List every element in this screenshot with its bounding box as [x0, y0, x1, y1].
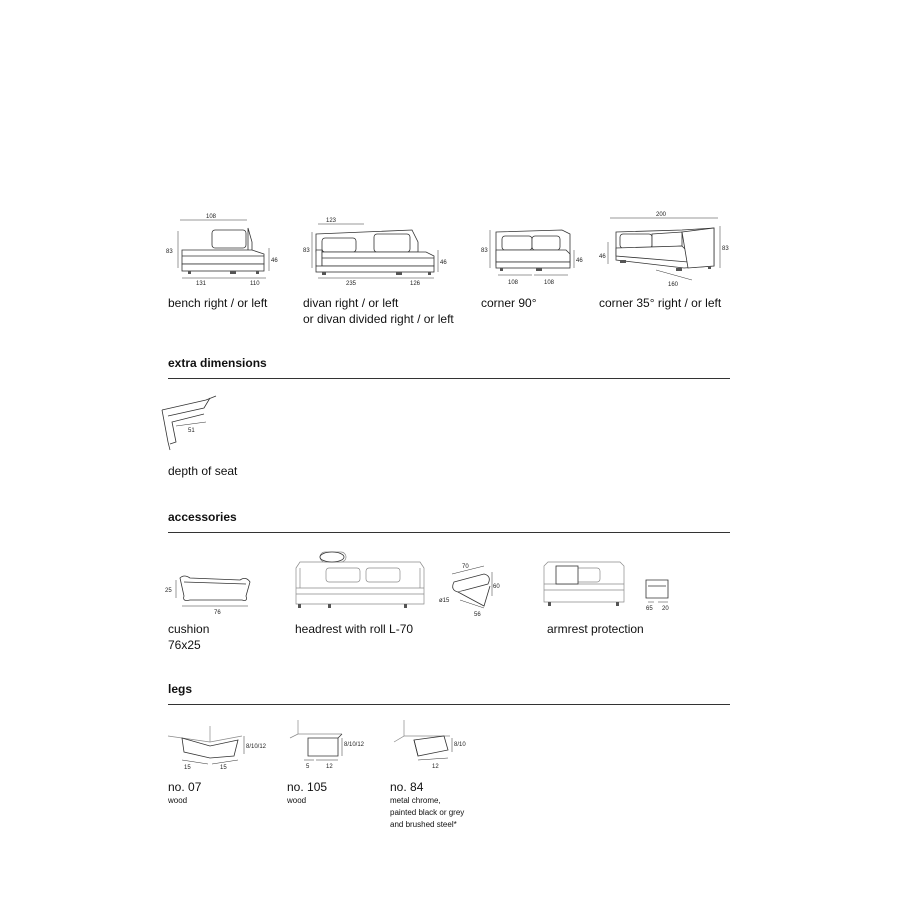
headrest-roll-drawing: [436, 560, 516, 620]
leg-84-dim-height: 8/10: [454, 742, 466, 748]
cushion-size: 76x25: [168, 638, 201, 652]
corner90-label: corner 90°: [481, 296, 537, 310]
leg-84-dim-a: 12: [432, 764, 439, 770]
cushion-drawing: [162, 568, 262, 618]
armrest-label: armrest protection: [547, 622, 644, 636]
cushion-dim-width: 76: [214, 610, 221, 616]
corner35-drawing: [596, 206, 736, 296]
corner35-dim-height: 83: [722, 246, 729, 252]
leg-84-material-2: painted black or grey: [390, 808, 465, 817]
corner90-dim-a: 108: [508, 280, 519, 286]
leg-105-label: no. 105: [287, 780, 328, 794]
corner35-dim-seat: 46: [599, 254, 606, 260]
leg-07-dim-a: 15: [184, 765, 191, 771]
divan-dim-depth: 235: [346, 281, 357, 287]
armrest-dim-height: 65: [646, 606, 653, 612]
leg-105-drawing: [282, 716, 382, 772]
headrest-label: headrest with roll L-70: [295, 622, 414, 636]
cushion-dim-height: 25: [165, 588, 172, 594]
bench-dim-width: 108: [206, 214, 217, 220]
leg-105-dim-height: 8/10/12: [344, 742, 365, 748]
divan-label-1: divan right / or left: [303, 296, 399, 310]
armrest-dim-width: 20: [662, 606, 669, 612]
leg-07-dim-height: 8/10/12: [246, 744, 267, 750]
divider: [168, 532, 730, 533]
divan-dim-length: 126: [410, 281, 421, 287]
cushion-label: cushion: [168, 622, 210, 636]
headrest-dim-depth: 56: [474, 612, 481, 618]
leg-07-material: wood: [168, 796, 188, 805]
bench-dim-length: 110: [250, 281, 260, 287]
leg-105-dim-a: 5: [306, 764, 310, 770]
bench-label: bench right / or left: [168, 296, 268, 310]
seat-depth-drawing: [160, 394, 230, 456]
corner90-dim-height: 83: [481, 248, 488, 254]
headrest-sofa-drawing: [292, 548, 432, 614]
divider: [168, 378, 730, 379]
leg-84-label: no. 84: [390, 780, 424, 794]
leg-105-dim-b: 12: [326, 764, 333, 770]
divan-label-2: or divan divided right / or left: [303, 312, 454, 326]
section-title-extra-dimensions: extra dimensions: [168, 356, 267, 370]
corner90-dim-seat: 46: [576, 258, 583, 264]
bench-dim-height: 83: [166, 249, 173, 255]
bench-dim-seat: 46: [271, 258, 278, 264]
corner35-label: corner 35° right / or left: [599, 296, 722, 310]
headrest-dim-height: 60: [493, 584, 500, 590]
bench-dim-depth: 131: [196, 281, 207, 287]
corner35-dim-width: 200: [656, 212, 667, 218]
depth-of-seat-label: depth of seat: [168, 464, 238, 478]
seat-depth-dim: 51: [188, 428, 195, 434]
headrest-dim-diameter: ø15: [439, 598, 450, 604]
divan-dim-width: 123: [326, 218, 337, 224]
leg-105-material: wood: [287, 796, 307, 805]
armrest-chair-drawing: [540, 554, 630, 614]
bench-drawing: [160, 212, 280, 292]
corner90-drawing: [478, 212, 588, 292]
leg-84-material-1: metal chrome,: [390, 796, 441, 805]
headrest-dim-length: 70: [462, 564, 469, 570]
section-title-legs: legs: [168, 682, 193, 696]
armrest-piece-drawing: [640, 576, 680, 616]
corner90-dim-b: 108: [544, 280, 555, 286]
leg-07-drawing: [162, 722, 272, 772]
leg-07-label: no. 07: [168, 780, 202, 794]
divan-dim-seat: 46: [440, 260, 447, 266]
leg-84-drawing: [384, 716, 484, 772]
divider: [168, 704, 730, 705]
leg-84-material-3: and brushed steel*: [390, 820, 457, 829]
corner35-dim-depth: 160: [668, 282, 679, 288]
leg-07-dim-b: 15: [220, 765, 227, 771]
divan-dim-height: 83: [303, 248, 310, 254]
section-title-accessories: accessories: [168, 510, 237, 524]
divan-drawing: [300, 212, 450, 292]
